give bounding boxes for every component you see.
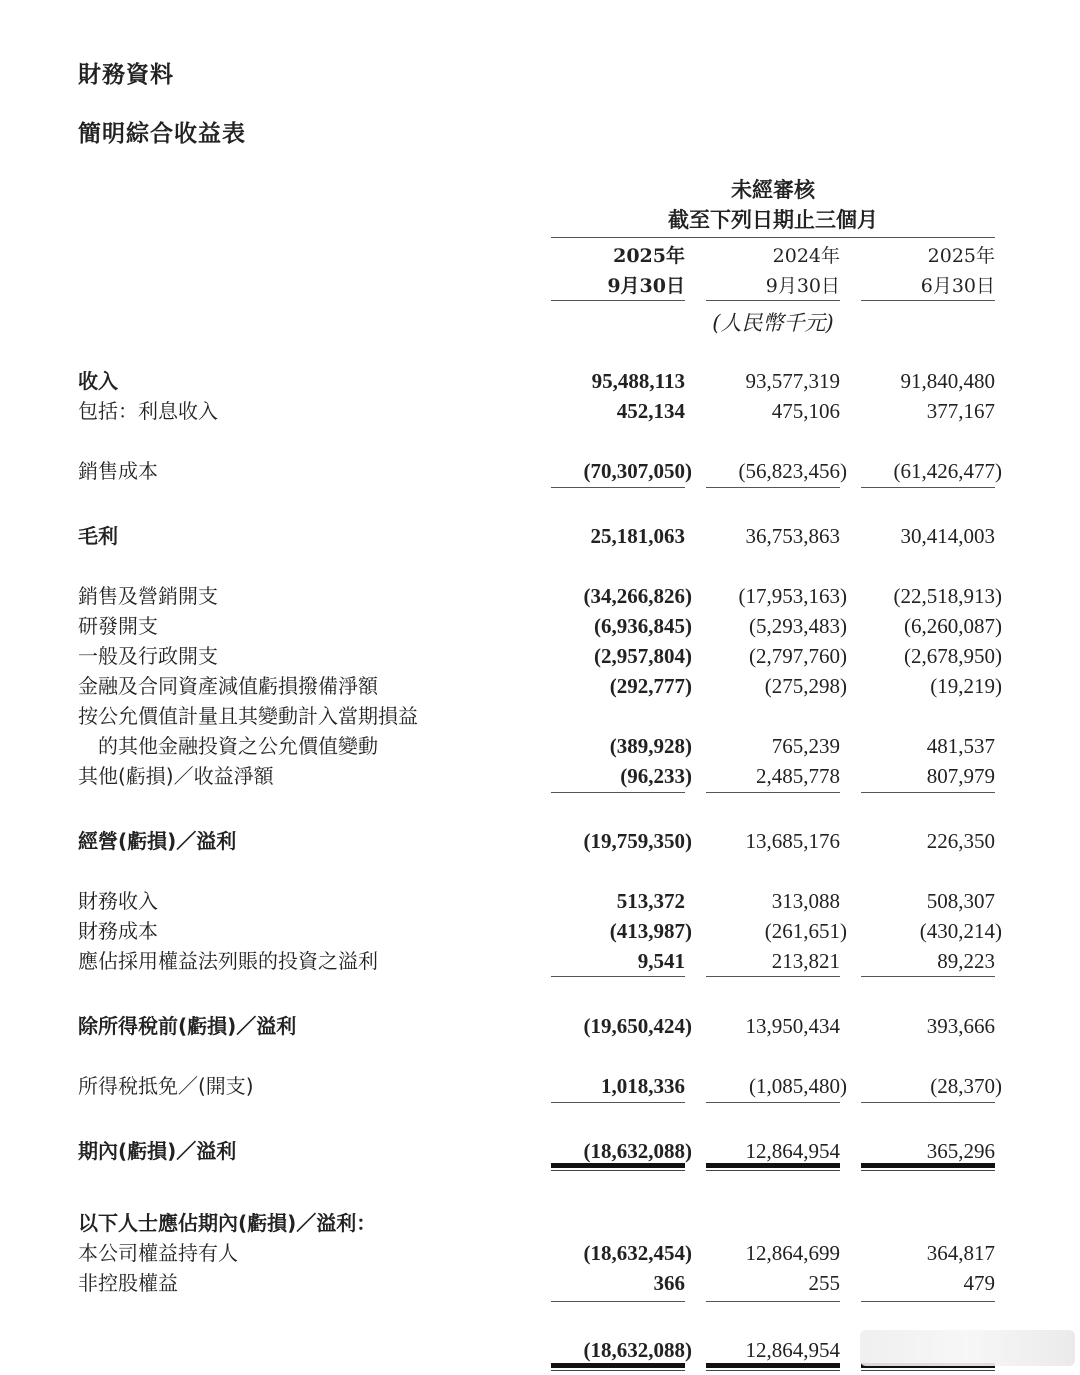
row-label: 研發開支 — [78, 614, 158, 638]
cell-value: (2,957,804) — [594, 644, 692, 668]
cell-value: (96,233) — [620, 764, 692, 788]
underline — [861, 976, 995, 977]
cell-value: 365,296 — [926, 1139, 995, 1163]
cell-value: (2,797,760) — [749, 644, 847, 668]
underline — [551, 1301, 685, 1302]
cell-value: 508,307 — [926, 889, 995, 913]
column-header-date: 9月30日 — [765, 275, 840, 297]
cell-value: (19,759,350) — [583, 829, 692, 853]
underline — [551, 1102, 685, 1103]
double-underline — [706, 1367, 840, 1371]
cell-value: 513,372 — [616, 889, 685, 913]
cell-value: 1,018,336 — [601, 1074, 685, 1098]
cell-value: 30,414,003 — [900, 524, 995, 548]
underline — [706, 487, 840, 488]
underline — [706, 792, 840, 793]
underline — [706, 976, 840, 977]
cell-value: 93,577,319 — [745, 369, 840, 393]
audit-label: 未經審核 — [731, 178, 815, 202]
cell-value: 366 — [653, 1271, 685, 1295]
period-label: 截至下列日期止三個月 — [668, 208, 878, 232]
cell-value: 25,181,063 — [590, 524, 685, 548]
double-underline — [551, 1367, 685, 1371]
cell-value: 452,134 — [616, 399, 685, 423]
row-label: 非控股權益 — [78, 1271, 178, 1295]
cell-value: (5,293,483) — [749, 614, 847, 638]
cell-value: (389,928) — [609, 734, 692, 758]
cell-value: 12,864,954 — [745, 1338, 840, 1362]
cell-value: 91,840,480 — [900, 369, 995, 393]
double-underline — [551, 1167, 685, 1171]
section-title: 財務資料 — [78, 62, 174, 88]
row-label: 財務收入 — [78, 889, 158, 913]
cell-value: (1,085,480) — [749, 1074, 847, 1098]
underline — [861, 792, 995, 793]
column-header-year: 2025年 — [613, 245, 685, 267]
column-header-year: 2025年 — [927, 245, 995, 267]
cell-value: (56,823,456) — [738, 459, 847, 483]
underline — [706, 1301, 840, 1302]
row-label: 的其他金融投資之公允價值變動 — [78, 734, 378, 758]
row-label: 財務成本 — [78, 919, 158, 943]
underline — [551, 976, 685, 977]
cell-value: 475,106 — [771, 399, 840, 423]
column-header-year: 2024年 — [772, 245, 840, 267]
cell-value: (413,987) — [609, 919, 692, 943]
row-label: 期內(虧損)／溢利 — [78, 1139, 237, 1163]
row-label: 以下人士應佔期內(虧損)／溢利： — [78, 1211, 377, 1235]
column-header-date: 9月30日 — [607, 275, 685, 297]
watermark — [860, 1330, 1075, 1366]
row-label: 收入 — [78, 369, 118, 393]
cell-value: 364,817 — [926, 1241, 995, 1265]
row-label: 應佔採用權益法列賬的投資之溢利 — [78, 949, 378, 973]
row-label: 本公司權益持有人 — [78, 1241, 238, 1265]
cell-value: (6,936,845) — [594, 614, 692, 638]
row-label: 包括：利息收入 — [78, 399, 218, 423]
underline — [861, 487, 995, 488]
cell-value: 807,979 — [926, 764, 995, 788]
column-header-rule — [861, 300, 995, 301]
cell-value: (22,518,913) — [893, 584, 1002, 608]
row-label: 其他(虧損)／收益淨額 — [78, 764, 274, 788]
cell-value: (275,298) — [764, 674, 847, 698]
cell-value: (17,953,163) — [738, 584, 847, 608]
cell-value: (19,650,424) — [583, 1014, 692, 1038]
cell-value: (19,219) — [930, 674, 1002, 698]
cell-value: 765,239 — [771, 734, 840, 758]
column-header-rule — [551, 300, 685, 301]
cell-value: (6,260,087) — [904, 614, 1002, 638]
cell-value: 213,821 — [771, 949, 840, 973]
cell-value: 255 — [808, 1271, 840, 1295]
row-label: 經營(虧損)／溢利 — [78, 829, 237, 853]
cell-value: (70,307,050) — [583, 459, 692, 483]
row-label: 毛利 — [78, 524, 118, 548]
cell-value: 9,541 — [637, 949, 685, 973]
cell-value: 13,950,434 — [745, 1014, 840, 1038]
underline — [861, 1102, 995, 1103]
row-label: 所得稅抵免／(開支) — [78, 1074, 254, 1098]
cell-value: 12,864,954 — [745, 1139, 840, 1163]
row-label: 除所得稅前(虧損)／溢利 — [78, 1014, 297, 1038]
cell-value: 2,485,778 — [756, 764, 840, 788]
row-label: 一般及行政開支 — [78, 644, 218, 668]
cell-value: (34,266,826) — [583, 584, 692, 608]
row-label: 銷售及營銷開支 — [78, 584, 218, 608]
cell-value: 95,488,113 — [591, 369, 685, 393]
underline — [706, 1102, 840, 1103]
statement-title: 簡明綜合收益表 — [78, 121, 246, 147]
cell-value: (18,632,088) — [583, 1338, 692, 1362]
cell-value: 393,666 — [926, 1014, 995, 1038]
double-underline — [861, 1367, 995, 1371]
cell-value: (261,651) — [764, 919, 847, 943]
underline — [551, 792, 685, 793]
cell-value: 36,753,863 — [745, 524, 840, 548]
column-header-rule — [706, 300, 840, 301]
currency-label: (人民幣千元) — [712, 311, 834, 335]
row-label: 銷售成本 — [78, 459, 158, 483]
cell-value: 481,537 — [926, 734, 995, 758]
underline — [861, 1301, 995, 1302]
cell-value: (2,678,950) — [904, 644, 1002, 668]
row-label: 按公允價值計量且其變動計入當期損益 — [78, 704, 418, 728]
cell-value: (18,632,088) — [583, 1139, 692, 1163]
cell-value: (430,214) — [919, 919, 1002, 943]
cell-value: (61,426,477) — [893, 459, 1002, 483]
underline — [551, 487, 685, 488]
double-underline — [706, 1167, 840, 1171]
cell-value: 377,167 — [926, 399, 995, 423]
column-header-date: 6月30日 — [920, 275, 995, 297]
cell-value: (28,370) — [930, 1074, 1002, 1098]
row-label: 金融及合同資產減值虧損撥備淨額 — [78, 674, 378, 698]
cell-value: 313,088 — [771, 889, 840, 913]
cell-value: 12,864,699 — [745, 1241, 840, 1265]
cell-value: 13,685,176 — [745, 829, 840, 853]
cell-value: 226,350 — [926, 829, 995, 853]
double-underline — [861, 1167, 995, 1171]
header-rule — [551, 237, 995, 238]
cell-value: 89,223 — [937, 949, 995, 973]
cell-value: (18,632,454) — [583, 1241, 692, 1265]
cell-value: (292,777) — [609, 674, 692, 698]
cell-value: 479 — [963, 1271, 995, 1295]
